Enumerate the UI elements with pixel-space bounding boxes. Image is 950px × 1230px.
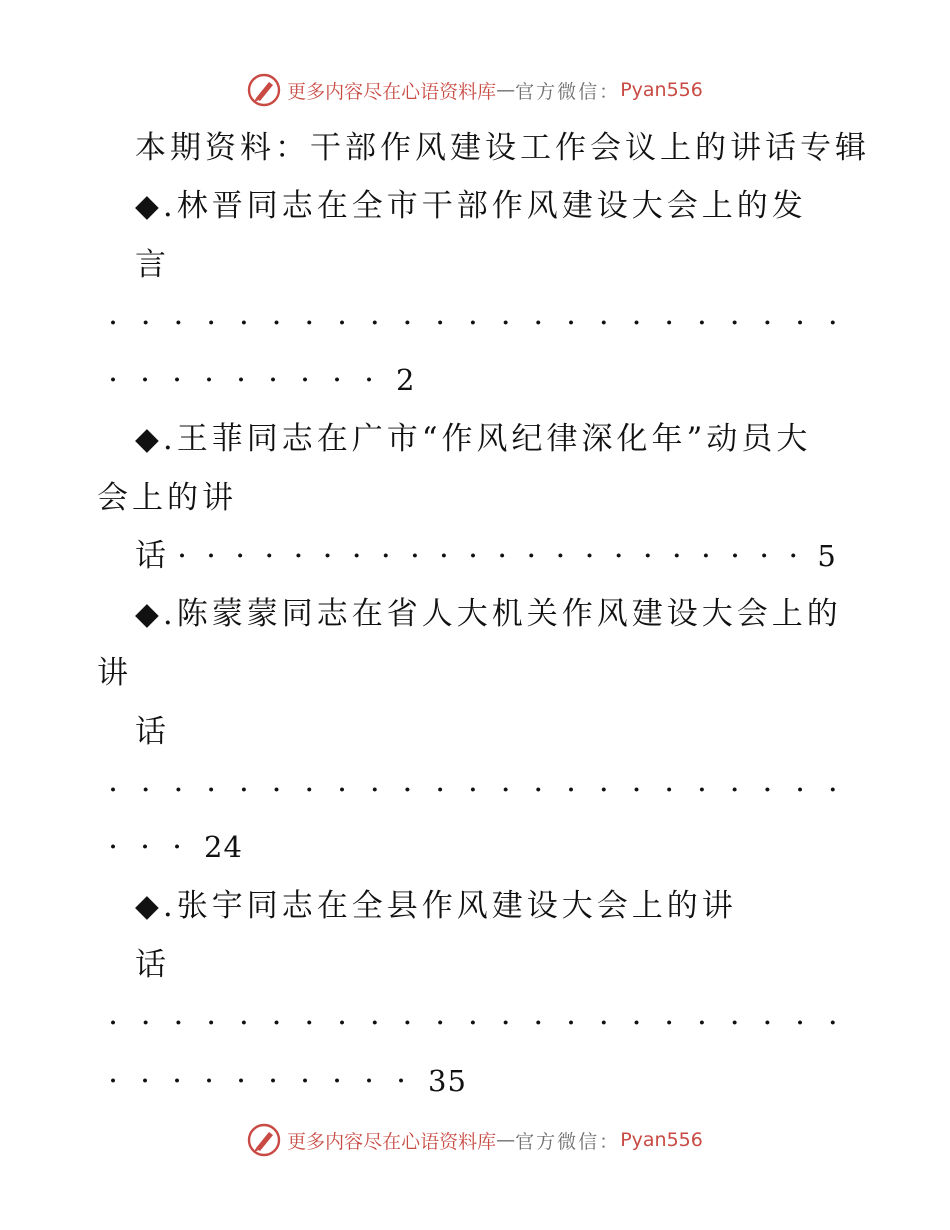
dot-leader: · · · · · · · · · 2 (108, 351, 415, 409)
dot-leader: · · · · · · · · · · · · · · · · · · · · · · · (108, 772, 838, 808)
banner-text: 更多内容尽在心语资料库 (287, 80, 497, 103)
banner-text: 更多内容尽在心语资料库 (287, 1130, 497, 1153)
pen-logo-icon (247, 1123, 281, 1157)
toc-entry-3-title-cont: 讲 (97, 655, 132, 691)
toc-entry-2-title-cont: 会上的讲 (97, 480, 237, 516)
page-title: 本期资料：干部作风建设工作会议上的讲话专辑 (135, 130, 870, 166)
footer-banner (0, 1120, 950, 1160)
dot-leader: · · · · · · · · · · · · · · · · · · · · · · 5 (177, 527, 837, 585)
toc-entry-2-title-end: 话 (135, 538, 170, 574)
toc-entry-4-title[interactable]: ◆.张宇同志在全县作风建设大会上的讲 (135, 888, 737, 924)
toc-entry-1-title-cont: 言 (135, 247, 170, 283)
toc-entry-1-title[interactable]: ◆.林晋同志在全市干部作风建设大会上的发 (135, 188, 807, 224)
toc-entry-3-page: 24 (204, 830, 243, 864)
dot-leader: · · · · · · · · · · 35 (108, 1052, 467, 1110)
toc-entry-1-page: 2 (396, 363, 416, 397)
banner-account: Pyan556 (620, 79, 703, 101)
banner-account: Pyan556 (620, 1129, 703, 1151)
toc-entry-4-title-cont: 话 (135, 947, 170, 983)
banner-separator: — (496, 79, 516, 101)
banner-separator: — (496, 1129, 516, 1151)
toc-entry-4-page: 35 (428, 1064, 467, 1098)
toc-entry-2-title[interactable]: ◆.王菲同志在广市“作风纪律深化年”动员大 (135, 421, 812, 457)
banner-wechat-label: 官方微信： (515, 80, 621, 103)
toc-entry-3-title-end: 话 (135, 714, 170, 750)
banner-wechat-label: 官方微信： (515, 1130, 621, 1153)
toc-entry-3-title[interactable]: ◆.陈蒙蒙同志在省人大机关作风建设大会上的 (135, 596, 842, 632)
dot-leader: · · · 24 (108, 818, 243, 876)
dot-leader: · · · · · · · · · · · · · · · · · · · · · · · (108, 1005, 838, 1041)
toc-entry-2-page: 5 (817, 539, 837, 573)
dot-leader: · · · · · · · · · · · · · · · · · · · · · · · (108, 305, 838, 341)
